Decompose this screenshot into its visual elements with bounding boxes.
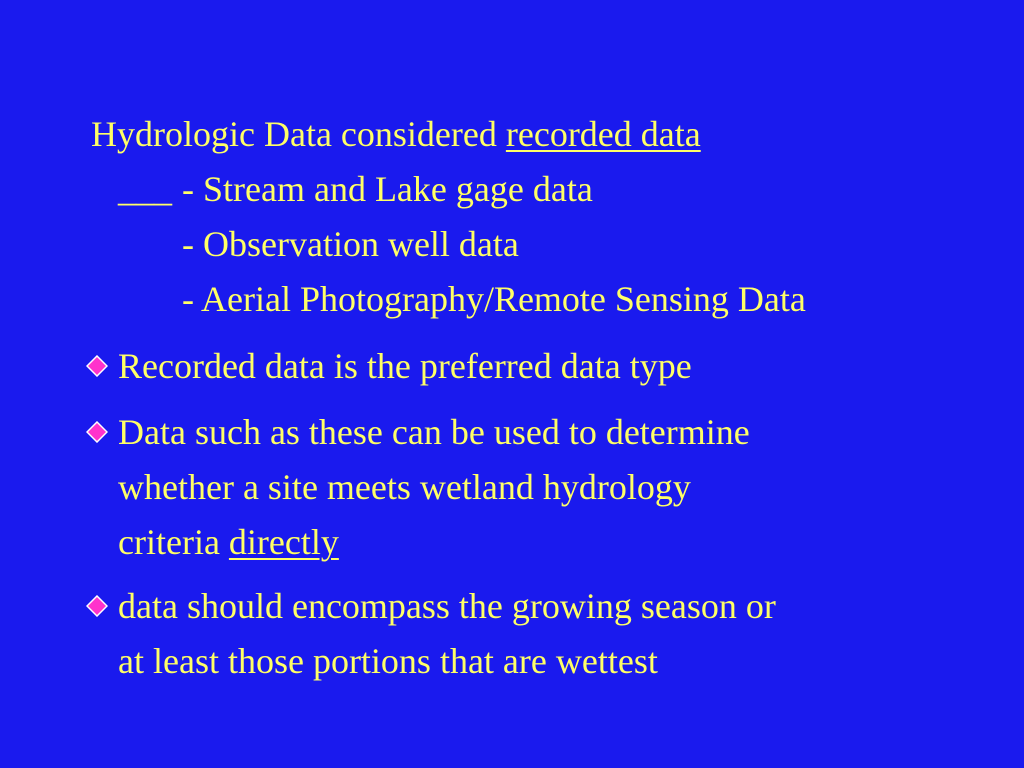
heading-text: Hydrologic Data considered — [91, 114, 506, 154]
sublist-item-aerial — [182, 277, 806, 321]
sublist-blank — [118, 167, 172, 211]
diamond-bullet-icon — [86, 355, 108, 377]
bullet-1-text: Recorded data is the preferred data type — [118, 346, 692, 386]
diamond-bullet-icon — [86, 421, 108, 443]
diamond-bullet-icon — [86, 595, 108, 617]
bullet-2-text-1: Data such as these can be used to determine — [118, 412, 750, 452]
sublist-item-well-text: - Observation well data — [182, 224, 519, 264]
sublist-blank-text: ___ — [118, 169, 172, 209]
bullet-3-text-1: data should encompass the growing season or — [118, 586, 776, 626]
heading-line — [91, 112, 701, 156]
bullet-2-line-2 — [118, 465, 691, 509]
sublist-item-stream — [182, 167, 593, 211]
bullet-1-line-1 — [118, 344, 692, 388]
sublist-item-well — [182, 222, 519, 266]
heading-emphasis: recorded data — [505, 114, 701, 154]
bullet-2-text-3: criteria — [118, 522, 229, 562]
bullet-2-text-2: whether a site meets wetland hydrology — [118, 467, 691, 507]
bullet-3-text-2: at least those portions that are wettest — [118, 641, 658, 681]
sublist-item-stream-text: - Stream and Lake gage data — [182, 169, 593, 209]
sublist-item-aerial-text: - Aerial Photography/Remote Sensing Data — [182, 279, 806, 319]
bullet-2-line-3 — [118, 520, 339, 564]
bullet-2-line-1 — [118, 410, 750, 454]
bullet-3-line-1 — [118, 584, 776, 628]
bullet-2-emphasis: directly — [228, 522, 339, 562]
bullet-3-line-2 — [118, 639, 658, 683]
